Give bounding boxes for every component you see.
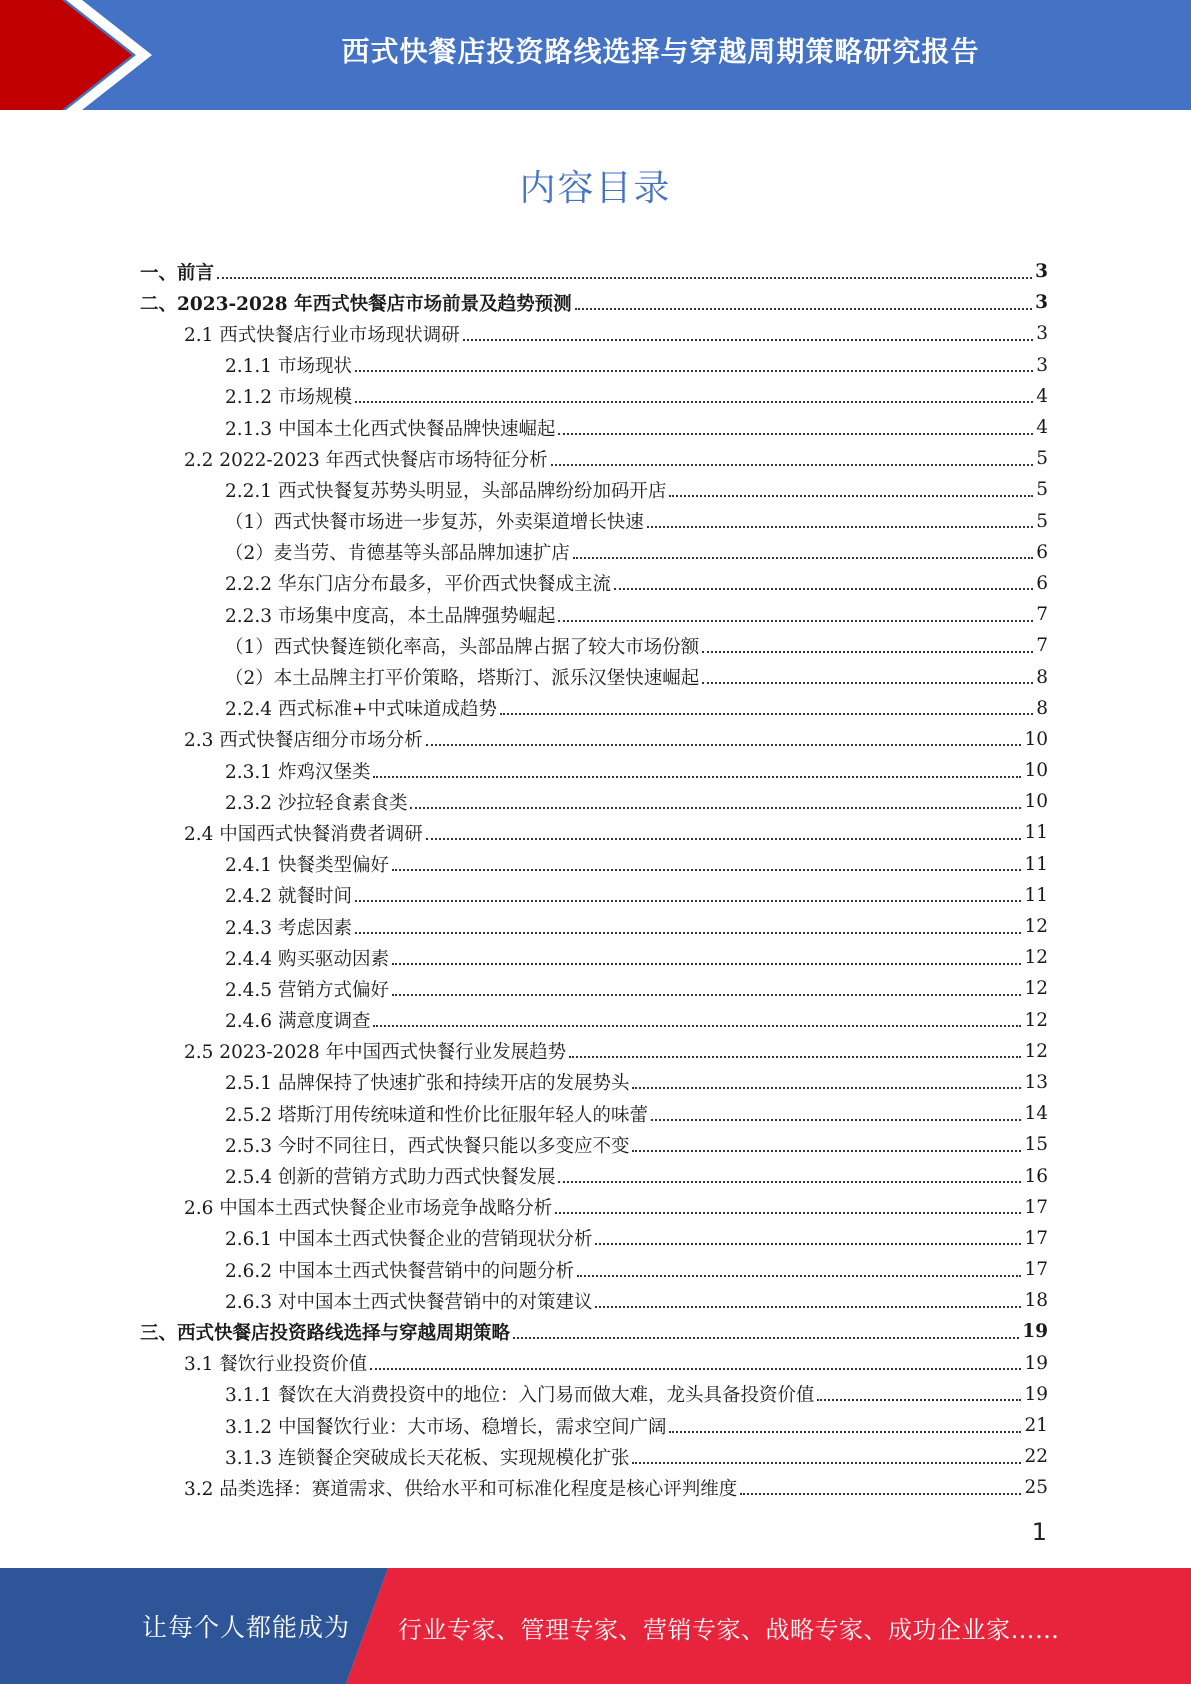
toc-entry-page: 18 xyxy=(1024,1290,1048,1312)
toc-entry[interactable] xyxy=(140,318,1048,349)
toc-entry-page: 15 xyxy=(1024,1134,1048,1156)
toc-entry-label: 2.4.4 购买驱动因素 xyxy=(225,948,389,970)
toc-entry[interactable] xyxy=(140,817,1048,848)
toc-entry-page: 5 xyxy=(1036,448,1048,470)
page-header xyxy=(0,0,1191,110)
toc-entry[interactable] xyxy=(140,568,1048,599)
toc-entry-page: 4 xyxy=(1036,385,1048,407)
toc-entry[interactable] xyxy=(140,256,1048,287)
toc-leader-dots xyxy=(669,1431,1021,1433)
toc-entry-label: 2.4.2 就餐时间 xyxy=(225,886,352,908)
toc-entry[interactable] xyxy=(140,1379,1048,1410)
toc-entry-page: 7 xyxy=(1036,604,1048,626)
footer-slogan-left: 让每个人都能成为 xyxy=(142,1613,351,1642)
toc-leader-dots xyxy=(500,713,1033,715)
toc-entry[interactable] xyxy=(140,599,1048,630)
toc-entry-label: 2.2 2022-2023 年西式快餐店市场特征分析 xyxy=(184,449,548,471)
toc-entry[interactable] xyxy=(140,474,1048,505)
toc-leader-dots xyxy=(373,776,1021,778)
toc-entry-page: 17 xyxy=(1024,1259,1048,1281)
toc-leader-dots xyxy=(632,1462,1021,1464)
toc-entry-label: 2.6.3 对中国本土西式快餐营销中的对策建议 xyxy=(225,1291,593,1313)
toc-entry-label: 2.4 中国西式快餐消费者调研 xyxy=(184,823,423,845)
toc-entry-label: 2.1.1 市场现状 xyxy=(225,356,352,378)
toc-entry-label: 2.5.1 品牌保持了快速扩张和持续开店的发展势头 xyxy=(225,1073,630,1095)
toc-entry-page: 19 xyxy=(1024,1383,1048,1405)
toc-leader-dots xyxy=(595,1243,1021,1245)
toc-leader-dots xyxy=(551,464,1034,466)
toc-leader-dots xyxy=(392,963,1021,965)
toc-entry-label: 2.1.2 市场规模 xyxy=(225,387,352,409)
toc-entry-label: 2.2.2 华东门店分布最多，平价西式快餐成主流 xyxy=(225,574,611,596)
toc-entry-page: 22 xyxy=(1024,1446,1048,1468)
toc-entry-label: 3.1 餐饮行业投资价值 xyxy=(184,1354,368,1376)
table-of-contents xyxy=(140,256,1048,1504)
toc-leader-dots xyxy=(740,1493,1021,1495)
toc-leader-dots xyxy=(355,932,1022,934)
toc-entry-page: 14 xyxy=(1024,1103,1048,1125)
toc-entry-label: （2）本土品牌主打平价策略，塔斯汀、派乐汉堡快速崛起 xyxy=(225,668,700,690)
toc-entry-page: 6 xyxy=(1036,572,1048,594)
toc-leader-dots xyxy=(463,339,1033,341)
report-title: 西式快餐店投资路线选择与穿越周期策略研究报告 xyxy=(341,35,980,68)
toc-entry[interactable] xyxy=(140,1067,1048,1098)
toc-entry[interactable] xyxy=(140,693,1048,724)
toc-entry-page: 17 xyxy=(1024,1196,1048,1218)
toc-leader-dots xyxy=(632,1150,1021,1152)
toc-entry[interactable] xyxy=(140,1098,1048,1129)
toc-entry[interactable] xyxy=(140,724,1048,755)
toc-entry-label: 3.1.2 中国餐饮行业：大市场、稳增长，需求空间广阔 xyxy=(225,1416,667,1438)
toc-entry-page: 11 xyxy=(1024,884,1048,906)
toc-entry-label: 2.4.1 快餐类型偏好 xyxy=(225,855,389,877)
toc-entry[interactable] xyxy=(140,1316,1048,1347)
toc-entry[interactable] xyxy=(140,1254,1048,1285)
toc-entry-page: 12 xyxy=(1024,1040,1048,1062)
toc-leader-dots xyxy=(577,1275,1021,1277)
toc-entry[interactable] xyxy=(140,1472,1048,1503)
toc-entry-label: 2.5 2023-2028 年中国西式快餐行业发展趋势 xyxy=(184,1042,567,1064)
toc-entry[interactable] xyxy=(140,1160,1048,1191)
toc-leader-dots xyxy=(632,1087,1021,1089)
toc-entry-page: 19 xyxy=(1024,1352,1048,1374)
toc-entry-label: （1）西式快餐连锁化率高，头部品牌占据了较大市场份额 xyxy=(225,636,700,658)
toc-entry-label: 2.1 西式快餐店行业市场现状调研 xyxy=(184,324,460,346)
toc-leader-dots xyxy=(702,682,1033,684)
toc-entry-page: 5 xyxy=(1036,510,1048,532)
toc-entry-label: 2.6.1 中国本土西式快餐企业的营销现状分析 xyxy=(225,1229,593,1251)
toc-entry[interactable] xyxy=(140,1285,1048,1316)
toc-leader-dots xyxy=(647,526,1033,528)
toc-entry-label: 2.1.3 中国本土化西式快餐品牌快速崛起 xyxy=(225,418,556,440)
toc-leader-dots xyxy=(392,994,1021,996)
toc-entry-page: 5 xyxy=(1036,479,1048,501)
toc-entry[interactable] xyxy=(140,1410,1048,1441)
toc-entry-page: 8 xyxy=(1036,666,1048,688)
toc-entry-page: 13 xyxy=(1024,1071,1048,1093)
page-title: 内容目录 xyxy=(519,168,672,209)
toc-entry-label: 2.5.2 塔斯汀用传统味道和性价比征服年轻人的味蕾 xyxy=(225,1104,648,1126)
page-number: 1 xyxy=(1031,1518,1047,1546)
toc-leader-dots xyxy=(355,401,1033,403)
toc-entry-page: 4 xyxy=(1036,417,1048,439)
toc-leader-dots xyxy=(555,1212,1021,1214)
toc-entry-label: 2.4.5 营销方式偏好 xyxy=(225,979,389,1001)
toc-entry-page: 19 xyxy=(1022,1321,1048,1343)
toc-entry-label: 2.3.1 炸鸡汉堡类 xyxy=(225,761,371,783)
toc-entry-page: 10 xyxy=(1024,760,1048,782)
toc-entry-page: 7 xyxy=(1036,635,1048,657)
toc-entry-page: 11 xyxy=(1024,822,1048,844)
toc-entry-page: 16 xyxy=(1024,1165,1048,1187)
toc-entry-page: 12 xyxy=(1024,947,1048,969)
toc-entry[interactable] xyxy=(140,1223,1048,1254)
toc-leader-dots xyxy=(575,308,1033,310)
toc-entry[interactable] xyxy=(140,630,1048,661)
toc-entry-label: 2.6 中国本土西式快餐企业市场竞争战略分析 xyxy=(184,1198,553,1220)
toc-entry-page: 12 xyxy=(1024,1009,1048,1031)
toc-entry[interactable] xyxy=(140,942,1048,973)
toc-entry-page: 3 xyxy=(1035,261,1048,283)
toc-entry[interactable] xyxy=(140,1005,1048,1036)
toc-entry-page: 8 xyxy=(1036,697,1048,719)
toc-entry[interactable] xyxy=(140,786,1048,817)
toc-entry-label: 一、前言 xyxy=(140,262,215,284)
toc-entry[interactable] xyxy=(140,1441,1048,1472)
toc-entry-label: （1）西式快餐市场进一步复苏，外卖渠道增长快速 xyxy=(225,512,644,534)
toc-leader-dots xyxy=(426,744,1022,746)
toc-entry-label: 2.4.6 满意度调查 xyxy=(225,1011,371,1033)
toc-entry-label: 二、2023-2028 年西式快餐店市场前景及趋势预测 xyxy=(140,293,572,315)
toc-entry-label: 3.2 品类选择：赛道需求、供给水平和可标准化程度是核心评判维度 xyxy=(184,1478,738,1500)
toc-entry-label: 2.4.3 考虑因素 xyxy=(225,917,352,939)
toc-entry-label: 2.5.3 今时不同往日，西式快餐只能以多变应不变 xyxy=(225,1135,630,1157)
toc-entry-label: 2.2.1 西式快餐复苏势头明显，头部品牌纷纷加码开店 xyxy=(225,480,667,502)
footer-slogan-right: 行业专家、管理专家、营销专家、战略专家、成功企业家…… xyxy=(398,1616,1060,1644)
toc-leader-dots xyxy=(595,1306,1021,1308)
toc-entry[interactable] xyxy=(140,1129,1048,1160)
toc-entry[interactable] xyxy=(140,287,1048,318)
toc-entry-page: 11 xyxy=(1024,853,1048,875)
toc-entry[interactable] xyxy=(140,880,1048,911)
toc-entry-label: 2.2.3 市场集中度高，本土品牌强势崛起 xyxy=(225,605,556,627)
toc-leader-dots xyxy=(355,900,1022,902)
toc-entry[interactable] xyxy=(140,350,1048,381)
toc-entry-label: 三、西式快餐店投资路线选择与穿越周期策略 xyxy=(140,1322,511,1344)
toc-leader-dots xyxy=(558,1181,1021,1183)
toc-entry[interactable] xyxy=(140,443,1048,474)
toc-entry-page: 12 xyxy=(1024,916,1048,938)
toc-entry-label: （2）麦当劳、肯德基等头部品牌加速扩店 xyxy=(225,543,570,565)
toc-leader-dots xyxy=(669,495,1033,497)
toc-leader-dots xyxy=(410,807,1021,809)
toc-entry-label: 3.1.3 连锁餐企突破成长天花板、实现规模化扩张 xyxy=(225,1447,630,1469)
toc-entry-page: 3 xyxy=(1036,323,1048,345)
toc-leader-dots xyxy=(614,588,1033,590)
toc-leader-dots xyxy=(569,1056,1021,1058)
toc-entry-page: 10 xyxy=(1024,728,1048,750)
toc-entry-page: 3 xyxy=(1035,292,1048,314)
toc-leader-dots xyxy=(370,1368,1021,1370)
toc-entry[interactable] xyxy=(140,412,1048,443)
toc-entry-label: 2.5.4 创新的营销方式助力西式快餐发展 xyxy=(225,1167,556,1189)
toc-leader-dots xyxy=(558,620,1033,622)
toc-leader-dots xyxy=(817,1399,1021,1401)
toc-entry-page: 21 xyxy=(1024,1415,1048,1437)
toc-entry[interactable] xyxy=(140,381,1048,412)
toc-entry[interactable] xyxy=(140,755,1048,786)
toc-entry[interactable] xyxy=(140,973,1048,1004)
toc-entry[interactable] xyxy=(140,911,1048,942)
toc-leader-dots xyxy=(217,277,1032,279)
toc-entry[interactable] xyxy=(140,506,1048,537)
toc-entry-label: 3.1.1 餐饮在大消费投资中的地位：入门易而做大难，龙头具备投资价值 xyxy=(225,1385,815,1407)
page-footer xyxy=(0,1568,1191,1684)
toc-entry-page: 6 xyxy=(1036,541,1048,563)
toc-entry-page: 10 xyxy=(1024,791,1048,813)
toc-leader-dots xyxy=(513,1337,1019,1339)
toc-entry[interactable] xyxy=(140,1348,1048,1379)
toc-leader-dots xyxy=(573,557,1033,559)
toc-entry-page: 3 xyxy=(1036,354,1048,376)
toc-leader-dots xyxy=(392,869,1021,871)
toc-entry-page: 25 xyxy=(1024,1477,1048,1499)
toc-entry-label: 2.2.4 西式标准+中式味道成趋势 xyxy=(225,699,497,721)
arrow-chevron-icon xyxy=(0,0,160,110)
toc-entry-page: 17 xyxy=(1024,1227,1048,1249)
toc-entry[interactable] xyxy=(140,849,1048,880)
toc-entry[interactable] xyxy=(140,661,1048,692)
toc-leader-dots xyxy=(651,1119,1021,1121)
toc-leader-dots xyxy=(426,838,1022,840)
toc-entry-page: 12 xyxy=(1024,978,1048,1000)
toc-entry-label: 2.3 西式快餐店细分市场分析 xyxy=(184,730,423,752)
toc-entry[interactable] xyxy=(140,537,1048,568)
toc-leader-dots xyxy=(355,370,1033,372)
toc-entry[interactable] xyxy=(140,1192,1048,1223)
toc-entry-label: 2.6.2 中国本土西式快餐营销中的问题分析 xyxy=(225,1260,574,1282)
toc-entry[interactable] xyxy=(140,1036,1048,1067)
toc-entry-label: 2.3.2 沙拉轻食素食类 xyxy=(225,792,408,814)
toc-leader-dots xyxy=(702,651,1033,653)
toc-leader-dots xyxy=(558,433,1033,435)
toc-leader-dots xyxy=(373,1025,1021,1027)
